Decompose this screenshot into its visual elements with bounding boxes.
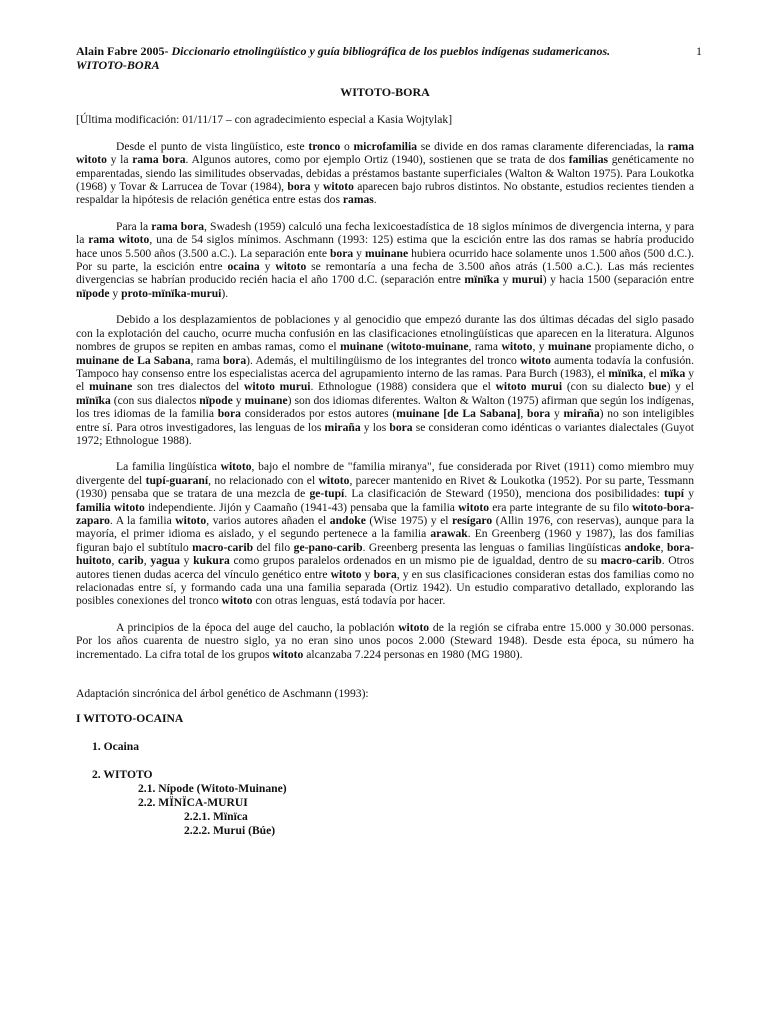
adaptation-line: Adaptación sincrónica del árbol genético de Aschmann (1993): (76, 687, 369, 701)
paragraph-1: Desde el punto de vista lingüístico, este tronco o microfamilia se divide en dos ramas claramente diferenciadas, la rama witoto y la rama bora. Algunos autores, como por ejemplo Ortiz (1940), sostienen que se trata de dos familias genéticamente no emparentadas, siendo las similitudes observadas, debidas a préstamos bastante superficiales (Walton & Walton 1975). Para Loukotka (1968) y Tovar & Larrucea de Tovar (1984), bora y witoto aparecen bajo rubros distintos. No obstante, estudios recientes tienden a respaldar la hipótesis de relación genética entre estas dos ramas. (76, 139, 695, 207)
header-section: WITOTO-BORA (76, 58, 160, 72)
document-page (76, 44, 702, 838)
tree-group-witoto-ocaina: I WITOTO-OCAINA (76, 712, 184, 726)
paragraph-5: A principios de la época del auge del caucho, la población witoto de la región se cifraba entre 15.000 y 30.000 personas. Por los años cuarenta de nuestro siglo, ya no eran sino unos pocos 2.000 (Steward 1948). Desde esta época, su número ha incrementado. La cifra total de los grupos witoto alcanzaba 7.224 personas en 1980 (MG 1980). (76, 620, 694, 661)
page-title: WITOTO-BORA (340, 85, 430, 99)
tree-item-ocaina: 1. Ocaina (92, 740, 140, 754)
paragraph-4: La familia lingüística witoto, bajo el nombre de "familia miranya", fue considerada por Rivet (1911) como miembro muy divergente del tupí-guaraní, no relacionado con el witoto, parecer mantenido en Rivet & Loukotka (1952). Por su parte, Tessmann (1930) pensaba que se tratara de una mezcla de ge-tupí. La clasificación de Steward (1950), menciona dos posibilidades: tupí y familia witoto independiente. Jijón y Caamaño (1941-43) pensaba que la familia witoto era parte integrante de su filo witoto-bora-zaparo. A la familia witoto, varios autores añaden el andoke (Wise 1975) y el resígaro (Allin 1976, con reservas), aunque para la mayoría, el primer idioma es aislado, y el segundo pertenece a la familia arawak. En Greenberg (1960 y 1987), las dos familias figuran bajo el subtítulo macro-carib del filo ge-pano-carib. Greenberg presenta las lenguas o familias lingüísticas andoke, bora-huitoto, carib, yagua y kukura como grupos paralelos ordenados en un mismo pie de igualdad, dentro de su macro-carib. Otros autores tienen dudas acerca del vínculo genético entre witoto y bora, y en sus clasificaciones consideran estas dos familias como no relacionadas entre sí, y formando cada una una familia separada (Ortiz 1942). Un estudio comparativo detallado, explorando las posibles conexiones del tronco witoto con otras lenguas, está todavía por hacer. (76, 460, 695, 608)
tree-item-nipode: 2.1. Nípode (Witoto-Muinane) (138, 782, 287, 796)
paragraph-3: Debido a los desplazamientos de poblaciones y al genocidio que empezó durante las dos últimas décadas del siglo pasado con la explotación del caucho, ocurre mucha confusión en las clasificaciones etnolingüísticas que aparecen en la literatura. Algunos nombres de grupos se repiten en ambas ramas, como el muinane (witoto-muinane, rama witoto, y muinane propiamente dicho, o muinane de La Sabana, rama bora). Además, el multilingüismo de los integrantes del tronco witoto aumenta todavía la confusión. Tampoco hay consenso entre los especialistas acerca del agrupamiento interno de las ramas. Para Burch (1983), el mïnïka, el mïka y el muinane son tres dialectos del witoto murui. Ethnologue (1988) considera que el witoto murui (con su dialecto bue) y el mïnïka (con sus dialectos nïpode y muinane) son dos idiomas diferentes. Walton & Walton (1975) afirman que según los indígenas, los tres idiomas de la familia bora considerados por estos autores (muinane [de La Sabana], bora y miraña) no son inteligibles entre sí. Para otros investigadores, las lenguas de los miraña y los bora se consideran como idénticas o variantes dialectales (Guyot 1972; Ethnologue 1988). (76, 313, 695, 447)
tree-item-minica: 2.2.1. Mïnïca (184, 810, 248, 824)
running-header (76, 44, 702, 72)
modification-note: [Última modificación: 01/11/17 – con agradecimiento especial a Kasia Wojtylak] (76, 113, 453, 127)
tree-item-witoto: 2. WITOTO (92, 768, 153, 782)
paragraph-2: Para la rama bora, Swadesh (1959) calculó una fecha lexicoestadística de 18 siglos mínimos de divergencia interna, y para la rama witoto, una de 54 siglos mínimos. Aschmann (1993: 125) estima que la escición entre las dos ramas se habría producido hace unos 5.500 años (3.500 a.C.). La separación ente bora y muinane hubiera ocurrido hace solamente unos 1.500 años (500 d.C.). Por su parte, la escición entre ocaina y witoto se remontaría a una fecha de 3.500 años atrás (1.500 a.C.). Las más recientes divergencias se habrían producido recién hacia el año 1700 d.C. (separación entre mïnïka y murui) y hacia 1500 (separación entre nïpode y proto-mïnïka-murui). (76, 219, 695, 300)
header-book-title: Diccionario etnolingüístico y guía bibliográfica de los pueblos indígenas sudamericanos. (171, 44, 611, 58)
tree-item-minica-murui: 2.2. MÏNÏCA-MURUI (138, 796, 248, 810)
genetic-tree (76, 712, 694, 838)
header-author: Alain Fabre 2005- (76, 44, 169, 58)
page-number: 1 (696, 44, 702, 58)
tree-item-murui: 2.2.2. Murui (Búe) (184, 824, 276, 838)
